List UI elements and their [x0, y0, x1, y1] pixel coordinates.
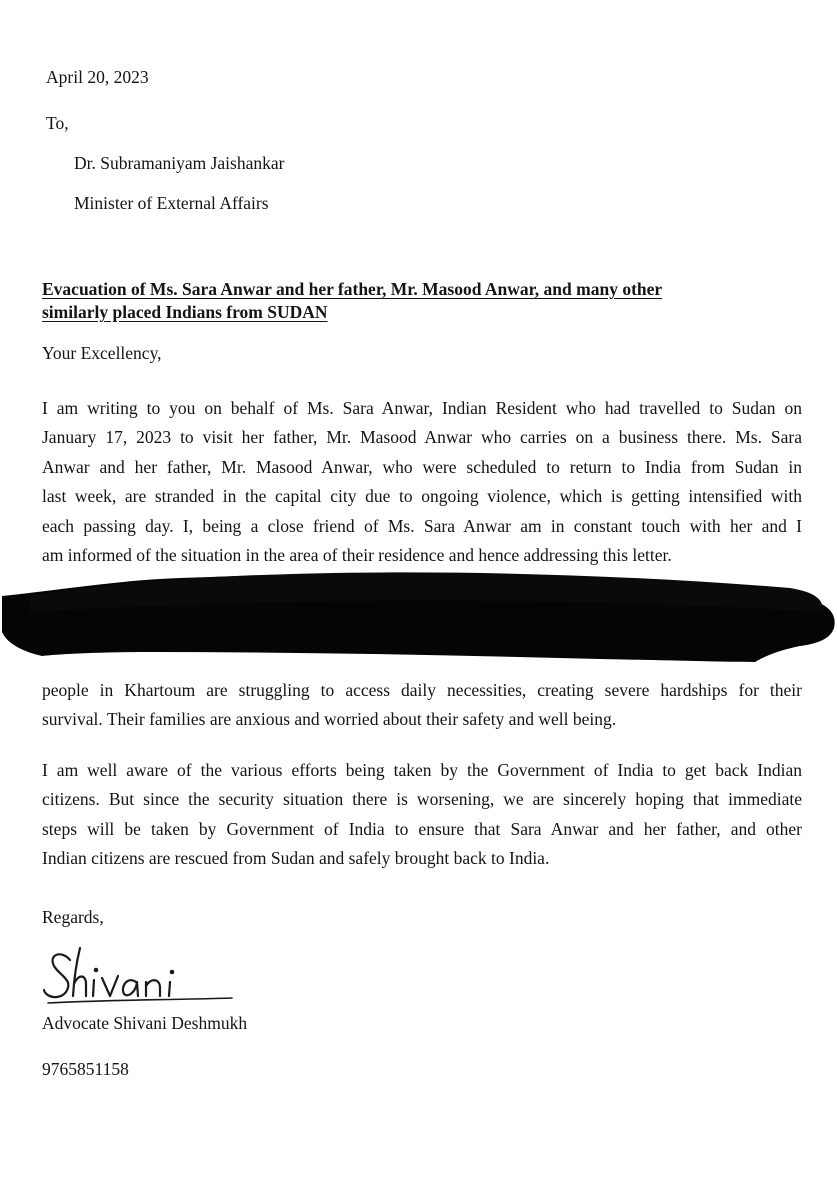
- recipient-name: Dr. Subramaniyam Jaishankar: [74, 153, 285, 173]
- paragraph-line: I am well aware of the various efforts being taken by the Government of India to get back Indian: [42, 760, 802, 780]
- salutation: Your Excellency,: [42, 343, 162, 363]
- paragraph-intro: [42, 394, 802, 570]
- phone-number: 9765851158: [42, 1059, 129, 1079]
- paragraph-line: citizens. But since the security situation there is worsening, we are sincerely hoping that immediate: [42, 789, 802, 810]
- paragraph-line: each passing day. I, being a close friend of Ms. Sara Anwar am in constant touch with her and I: [42, 515, 802, 536]
- paragraph-situation: [42, 676, 802, 735]
- paragraph-line: I am writing to you on behalf of Ms. Sara Anwar, Indian Resident who had travelled to Sudan on: [42, 398, 802, 418]
- closing: Regards,: [42, 907, 104, 927]
- paragraph-line: January 17, 2023 to visit her father, Mr. Masood Anwar who carries on a business there. Ms. Sara: [42, 427, 802, 448]
- paragraph-line: am informed of the situation in the area of their residence and hence addressing this letter.: [42, 545, 672, 566]
- subject-line-2: similarly placed Indians from SUDAN: [42, 302, 328, 322]
- paragraph-line: Indian citizens are rescued from Sudan and safely brought back to India.: [42, 848, 550, 869]
- paragraph-request: [42, 756, 802, 874]
- paragraph-line: last week, are stranded in the capital city due to ongoing violence, which is getting intensified with: [42, 486, 802, 507]
- paragraph-line: steps will be taken by Government of India to ensure that Sara Anwar and her father, and other: [42, 818, 802, 839]
- recipient-title: Minister of External Affairs: [74, 193, 269, 213]
- paragraph-line: Anwar and her father, Mr. Masood Anwar, who were scheduled to return to India from Sudan in: [42, 456, 802, 477]
- paragraph-line: people in Khartoum are struggling to access daily necessities, creating severe hardships for their: [42, 680, 802, 700]
- paragraph-line: survival. Their families are anxious and worried about their safety and well being.: [42, 709, 617, 730]
- subject-line-1: Evacuation of Ms. Sara Anwar and her father, Mr. Masood Anwar, and many other: [42, 279, 663, 299]
- signatory-name: Advocate Shivani Deshmukh: [42, 1013, 248, 1033]
- addressee-to: To,: [46, 113, 69, 133]
- letter-date: April 20, 2023: [46, 67, 149, 87]
- handwritten-signature: [40, 940, 240, 1010]
